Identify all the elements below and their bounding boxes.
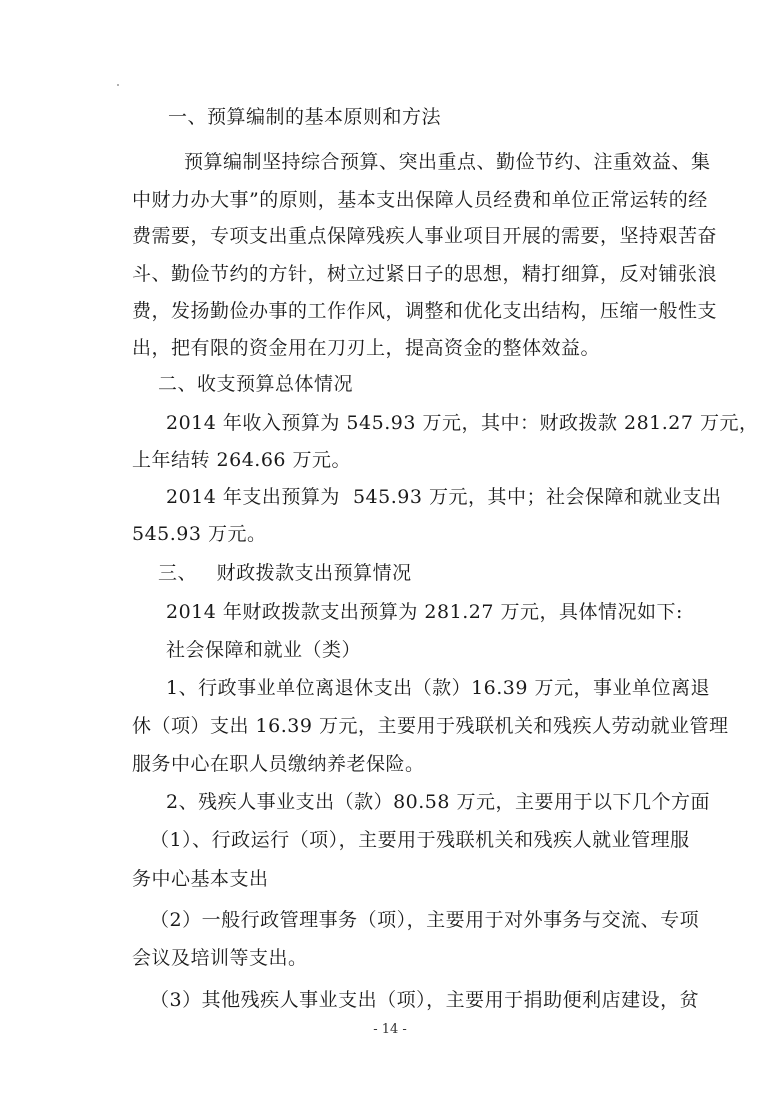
page-number: - 14 - [373, 1022, 407, 1037]
paragraph-line: 斗、勤俭节约的方针，树立过紧日子的思想，精打细算，反对铺张浪 [132, 263, 718, 285]
paragraph-line: 费需要，专项支出重点保障残疾人事业项目开展的需要，坚持艰苦奋 [132, 225, 718, 247]
paragraph-line: 出，把有限的资金用在刀刃上，提高资金的整体效益。 [132, 337, 601, 359]
paragraph-line: 中财力办大事”的原则，基本支出保障人员经费和单位正常运转的经 [132, 189, 708, 211]
paragraph-line: 预算编制坚持综合预算、突出重点、勤俭节约、注重效益、集 [184, 151, 711, 173]
paragraph-line: 上年结转 264.66 万元。 [132, 449, 352, 471]
paragraph-line: 费，发扬勤俭办事的工作作风，调整和优化支出结构，压缩一般性支 [132, 300, 718, 322]
scan-speck [117, 84, 119, 86]
paragraph-line: 2014 年财政拨款支出预算为 281.27 万元，具体情况如下: [166, 601, 683, 623]
paragraph-line: 2、残疾人事业支出（款）80.58 万元，主要用于以下几个方面 [166, 791, 711, 813]
paragraph-line: 2014 年支出预算为 545.93 万元，其中；社会保障和就业支出 [166, 486, 722, 508]
heading-budget-principles: 一、预算编制的基本原则和方法 [168, 106, 442, 128]
heading-fiscal-expenditure: 三、 财政拨款支出预算情况 [158, 562, 412, 584]
paragraph-line: 务中心基本支出 [132, 868, 269, 890]
category-label: 社会保障和就业（类） [166, 639, 362, 661]
paragraph-line: （2）一般行政管理事务（项），主要用于对外事务与交流、专项 [150, 909, 700, 931]
paragraph-line: 会议及培训等支出。 [132, 947, 308, 969]
paragraph-line: 2014 年收入预算为 545.93 万元，其中：财政拨款 281.27 万元， [166, 412, 759, 434]
paragraph-line: 休（项）支出 16.39 万元，主要用于残联机关和残疾人劳动就业管理 [132, 715, 729, 737]
paragraph-line: 服务中心在职人员缴纳养老保险。 [132, 753, 425, 775]
paragraph-line: 1、行政事业单位离退休支出（款）16.39 万元，事业单位离退 [166, 677, 711, 699]
paragraph-line: 545.93 万元。 [132, 523, 267, 545]
paragraph-line: （1）、行政运行（项），主要用于残联机关和残疾人就业管理服 [150, 829, 690, 851]
heading-overall-budget: 二、收支预算总体情况 [158, 373, 354, 395]
paragraph-line: （3）其他残疾人事业支出（项），主要用于捐助便利店建设，贫 [150, 989, 700, 1011]
